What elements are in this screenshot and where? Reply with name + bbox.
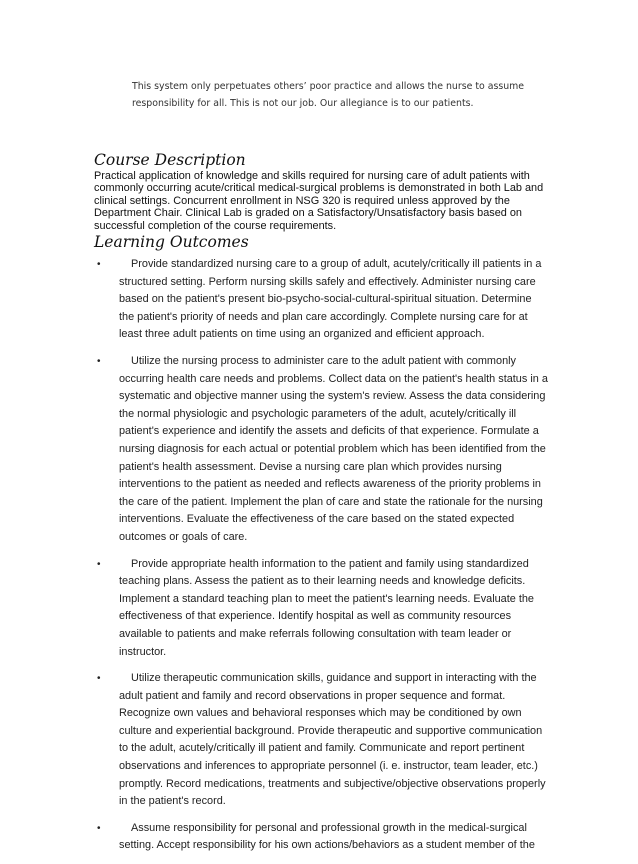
bullet-icon: • [97,259,101,271]
bullet-icon: • [97,822,101,834]
list-item [94,670,549,811]
list-item [94,556,549,662]
list-item [94,353,549,547]
quote-text: This system only perpetuates others’ poor practice and allows the nurse to assume responsibility for all. This is not our job. Our allegiance is to our patients. [132,81,525,109]
bullet-icon: • [97,356,101,367]
bullet-icon: • [97,558,101,570]
outcome-text: Utilize therapeutic communication skills, guidance and support in interacting with the adult patient and family and record observations in proper sequence and format. Recognize own values and behavioral responses which may be conditioned by own culture and experiential background. Provide therapeutic and supportive communication to the adult, acutely/critically ill patient and family. Communicate and report pertinent observations and inferences to appropriate personnel (i. e. instructor, team leader, etc.) promptly. Record medications, treatments and subjective/objective observations properly in the patient's record. [119,672,546,808]
outcome-text: Utilize the nursing process to administer care to the adult patient with commonly occurring health care needs and problems. Collect data on the patient's health status in a systematic and objective manner using the system's review. Assess the data considering the normal physiologic and psychologic parameters of the adult, acutely/critically ill patient's experience and identify the assets and deficits of that experience. Formulate a nursing diagnosis for each actual or potential problem which has been identified from the patient's health assessment. Devise a nursing care plan which provides nursing interventions to the patient as needed and reflects awareness of the priority problems in the care of the patient. Implement the plan of care and state the rationale for the nursing interventions. Evaluate the effectiveness of the care based on the stated expected outcomes or goals of care. [119,355,548,543]
course-description-heading: Course Description [94,151,246,169]
outcome-text: Provide appropriate health information to the patient and family using standardized teaching plans. Assess the patient as to their learning needs and knowledge deficits. Implement a standard teaching plan to meet the patient's learning needs. Evaluate the effectiveness of that experience. Identify hospital as well as community resources available to patients and make referrals following consultation with team leader or instructor. [119,557,534,658]
list-item [94,820,549,855]
quote-block [132,78,532,112]
list-item [94,256,549,344]
bullet-icon: • [97,673,101,685]
course-description-body: Practical application of knowledge and skills required for nursing care of adult patients with commonly occurring acute/critical medical-surgical problems is demonstrated in both Lab and clinical settings. Concurrent enrollment in NSG 320 is required unless approved by the Department Chair. Clinical Lab is graded on a Satisfactory/Unsatisfactory basis based on successful completion of the course requirements. [94,170,544,232]
outcome-text: Assume responsibility for personal and professional growth in the medical-surgical setting. Accept responsibility for his own actions/behaviors as a student member of the [119,821,535,852]
learning-outcomes-list [94,256,554,855]
course-section [94,151,554,864]
outcome-text: Provide standardized nursing care to a group of adult, acutely/critically ill patients in a structured setting. Perform nursing skills safely and effectively. Administer nursing care based on the patient's present bio-psycho-social-cultural-spiritual situation. Determine the patient's priority of needs and plan care accordingly. Complete nursing care for at least three adult patients on time using an organized and efficient approach. [119,258,542,341]
learning-outcomes-heading: Learning Outcomes [94,233,249,252]
